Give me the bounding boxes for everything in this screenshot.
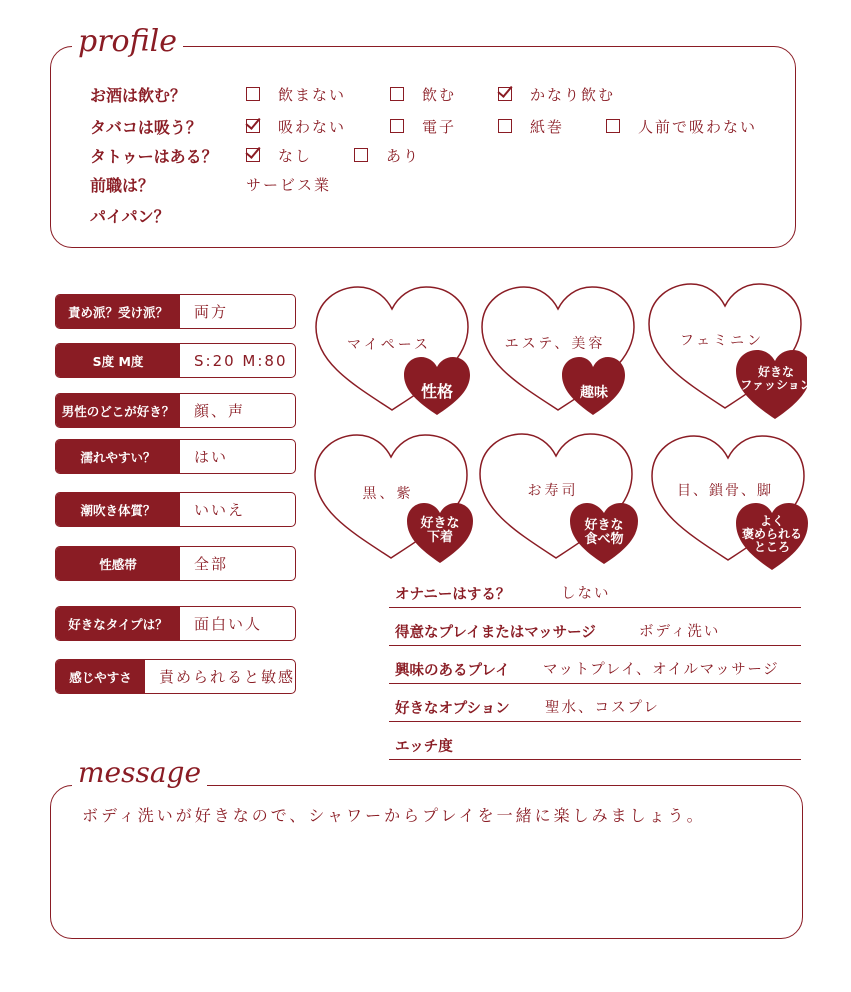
pill-erogenous [55,546,296,581]
option-tattoo-yes[interactable]: あり [354,145,420,166]
pill-label: 感じやすさ [56,660,145,693]
pill-label: 男性のどこが好き？ [56,394,180,427]
question-previous-job: 前職は？ [90,176,155,195]
heart-value: フェミニン [679,333,765,349]
pill-s-or-m [55,294,296,329]
pill-wet [55,439,296,474]
pill-sensitivity [55,659,296,694]
detail-label: エッチ度 [395,739,453,755]
detail-value: しない [561,586,611,602]
heart-underwear [313,433,473,563]
heart-icon [647,280,807,420]
option-drink-no[interactable]: 飲まない [246,84,346,105]
option-tattoo-none[interactable]: なし [246,145,312,166]
checkbox-icon[interactable] [390,87,404,101]
detail-label: 得意なプレイまたはマッサージ [395,625,596,641]
heart-value: 黒、紫 [362,486,414,502]
pill-sm-degree [55,343,296,378]
heart-hobby [480,285,640,415]
option-smoke-no[interactable]: 吸わない [246,116,346,137]
detail-value: マットプレイ、オイルマッサージ [543,662,780,678]
pill-value: はい [194,448,229,466]
checkbox-icon[interactable] [246,87,260,101]
pill-label: S度 M度 [56,344,180,377]
detail-row [389,657,801,684]
detail-row [389,581,801,608]
detail-value: 聖水、コスプレ [545,700,660,716]
heart-value: エステ、美容 [504,336,606,352]
checked-checkbox-icon[interactable] [246,119,260,133]
heart-badge: 性格 [420,382,453,401]
message-text: ボディ洗いが好きなので、シャワーからプレイを一緒に楽しみましょう。 [82,806,706,825]
checkbox-icon[interactable] [390,119,404,133]
question-drinking: お酒は飲む？ [90,86,187,105]
detail-row [389,695,801,722]
pill-liked-part [55,393,296,428]
detail-label: 好きなオプション [395,701,510,717]
heart-badge: 好きな ファッション [740,365,812,393]
heart-badge: よく 褒められる ところ [741,514,802,555]
pill-value: 顔、声 [194,402,246,420]
option-drink-heavy[interactable]: かなり飲む [498,84,615,105]
heart-badge: 趣味 [580,385,608,401]
pill-value: 責められると敏感 [158,668,295,686]
checkbox-icon[interactable] [354,148,368,162]
option-smoke-paper[interactable]: 紙巻 [498,116,564,137]
checkbox-icon[interactable] [498,119,512,133]
option-smoke-not-in-public[interactable]: 人前で吸わない [606,116,757,137]
question-shaved: パイパン？ [90,207,170,226]
heart-praised [650,432,810,562]
pill-label: 責め派？受け派？ [56,295,180,328]
detail-row [389,619,801,646]
checked-checkbox-icon[interactable] [246,148,260,162]
detail-row [389,733,801,760]
detail-label: 興味のあるプレイ [395,663,510,679]
question-tattoo: タトゥーはある？ [90,147,218,166]
message-heading: message [72,756,207,789]
pill-label: 好きなタイプは？ [56,607,180,640]
option-smoke-electronic[interactable]: 電子 [390,116,456,137]
heart-food [478,430,638,560]
pill-value: いいえ [194,501,246,519]
pill-value: 全部 [194,555,229,573]
heart-badge: 好きな 下着 [420,516,460,546]
heart-value: お寿司 [527,483,579,499]
pill-value: S:20 M:80 [194,351,288,370]
checkbox-icon[interactable] [606,119,620,133]
heart-personality [314,285,474,415]
pill-label: 性感帯 [56,547,180,580]
question-smoking: タバコは吸う？ [90,118,202,137]
option-drink-yes[interactable]: 飲む [390,84,456,105]
pill-label: 濡れやすい？ [56,440,180,473]
heart-value: マイペース [346,337,432,353]
heart-value: 目、鎖骨、脚 [677,483,773,499]
answer-previous-job: サービス業 [246,176,332,194]
detail-label: オナニーはする？ [395,587,511,603]
heart-fashion [647,280,812,410]
profile-heading: profile [72,24,183,59]
heart-badge: 好きな 食べ物 [584,518,624,548]
pill-squirt [55,492,296,527]
checked-checkbox-icon[interactable] [498,87,512,101]
pill-value: 面白い人 [194,615,263,633]
pill-value: 両方 [194,303,229,321]
pill-label: 潮吹き体質？ [56,493,180,526]
detail-value: ボディ洗い [639,624,721,640]
pill-type [55,606,296,641]
